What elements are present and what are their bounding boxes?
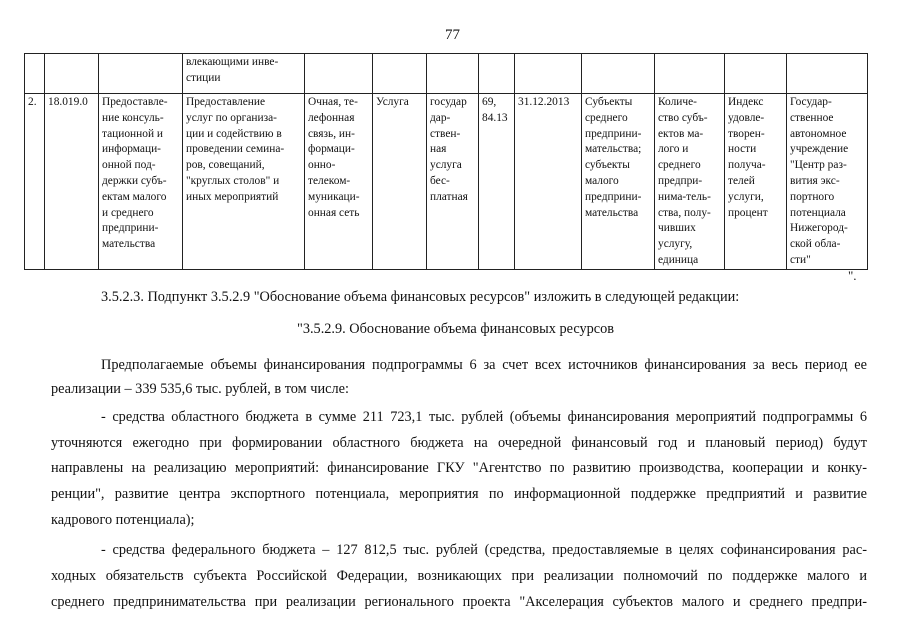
service-name: Предоставле- ние консуль- тационной и информаци- онной под- держки субъ- ектам малого и среднего предприни- мательства bbox=[99, 94, 183, 270]
okved-code: 69, 84.13 bbox=[479, 94, 515, 270]
paragraph-line: кадрового потенциала); bbox=[51, 512, 195, 528]
paragraph-line: реализации – 339 535,6 тыс. рублей, в том числе: bbox=[51, 381, 349, 397]
paragraph-line: уточняются ежегодно при формировании областного бюджета на очередной финансовый год и плановый период) будут bbox=[51, 435, 867, 451]
service-type: Услуга bbox=[373, 94, 427, 270]
paragraph-line: ренции", развитие центра экспортного потенциала, мероприятия по информационной поддержке предприятий и развитие bbox=[51, 486, 867, 502]
paragraph-line: Предполагаемые объемы финансирования подпрограммы 6 за счет всех источников финансирования за весь период ее bbox=[101, 357, 867, 373]
date: 31.12.2013 bbox=[515, 94, 582, 270]
paragraph-line: направлены на реализацию мероприятий: финансирование ГКУ "Агентство по развитию производства, кооперации и конку- bbox=[51, 460, 867, 476]
closing-quote: ". bbox=[848, 268, 857, 283]
provider: Государ- ственное автономное учреждение "Центр раз- вития экс- портного потенциала Нижегород- ской обла- сти" bbox=[787, 94, 868, 270]
table-cell bbox=[373, 54, 427, 94]
table-cell bbox=[655, 54, 725, 94]
payment-type: государ дар- ствен- ная услуга бес- платная bbox=[427, 94, 479, 270]
quality-indicator: Индекс удовле- творен- ности получа- телей услуги, процент bbox=[725, 94, 787, 270]
paragraph-line: 3.5.2.3. Подпункт 3.5.2.9 "Обоснование объема финансовых ресурсов" изложить в следующей редакции: bbox=[101, 289, 740, 305]
table-row bbox=[25, 54, 868, 94]
service-content: Предоставление услуг по организа- ции и содействию в проведении семина- ров, совещаний, "круглых столов" и иных мероприятий bbox=[183, 94, 305, 270]
paragraph-line: ходных обязательств субъекта Российской Федерации, возникающих при реализации полномочий по поддержке малого и bbox=[51, 568, 867, 584]
table-cell bbox=[25, 54, 45, 94]
paragraph-line: - средства областного бюджета в сумме 211 723,1 тыс. рублей (объемы финансирования мероприятий подпрограммы 6 bbox=[101, 409, 867, 425]
provision-form: Очная, те- лефонная связь, ин- формаци- онно- телеком- муникаци- онная сеть bbox=[305, 94, 373, 270]
table-cell bbox=[582, 54, 655, 94]
section-heading: "3.5.2.9. Обоснование объема финансовых ресурсов bbox=[297, 321, 615, 337]
row-number: 2. bbox=[25, 94, 45, 270]
volume-indicator: Количе- ство субъ- ектов ма- лого и среднего предпри- нима-тель- ства, полу- чивших услугу, единица bbox=[655, 94, 725, 270]
table-cell bbox=[725, 54, 787, 94]
paragraph-line: - средства федерального бюджета – 127 812,5 тыс. рублей (средства, предоставляемые в целях софинансирования рас- bbox=[101, 542, 867, 558]
table-cell bbox=[305, 54, 373, 94]
table-row bbox=[25, 94, 868, 270]
table-cell bbox=[99, 54, 183, 94]
table-cell bbox=[515, 54, 582, 94]
recipients: Субъекты среднего предприни- мательства; субъекты малого предприни- мательства bbox=[582, 94, 655, 270]
table-cell bbox=[479, 54, 515, 94]
table-cell: влекающими инве- стиции bbox=[183, 54, 305, 94]
registry-table bbox=[24, 53, 868, 270]
table-cell bbox=[427, 54, 479, 94]
table-cell bbox=[787, 54, 868, 94]
service-code: 18.019.0 bbox=[45, 94, 99, 270]
paragraph-line: среднего предпринимательства при реализации регионального проекта "Акселерация субъектов малого и среднего предпри- bbox=[51, 594, 867, 610]
page-number: 77 bbox=[445, 27, 460, 43]
table-cell bbox=[45, 54, 99, 94]
